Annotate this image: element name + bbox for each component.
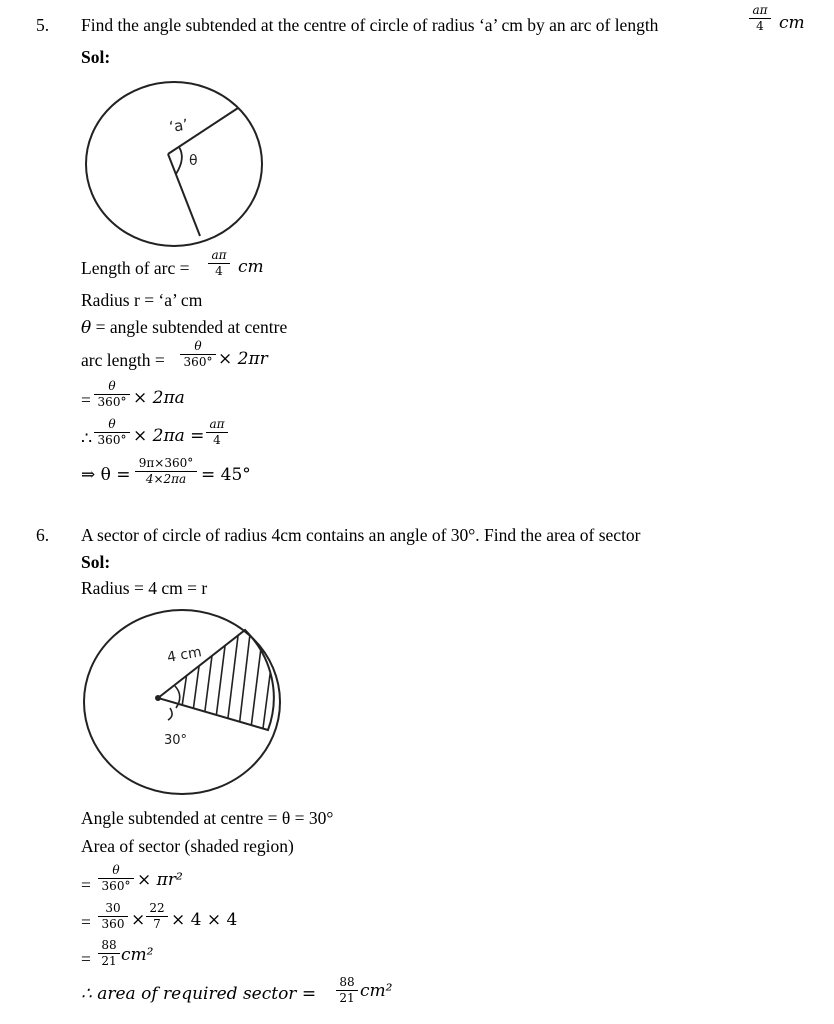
formula-term: × 4 × 4 — [171, 910, 238, 930]
unit: cm² — [360, 981, 393, 1001]
numerator: 30 — [105, 901, 121, 915]
result: = 45° — [201, 465, 251, 485]
equals: = — [81, 949, 91, 969]
numerator: aπ — [211, 248, 227, 262]
conclusion-label: ∴ area of required sector = — [81, 984, 317, 1004]
radius-line-text: Radius = 4 cm = r — [81, 578, 208, 598]
area-label: Area of sector (shaded region) — [81, 836, 294, 856]
numerator: aπ — [209, 417, 225, 431]
denominator: 360° — [101, 879, 131, 893]
angle-line: Angle subtended at centre = θ = 30° — [81, 808, 334, 828]
denominator: 360° — [97, 433, 127, 447]
denominator: 360 — [101, 917, 125, 931]
numerator: θ — [112, 863, 120, 877]
times-symbol: × — [131, 910, 146, 930]
unit: cm — [238, 257, 264, 277]
fraction — [749, 4, 771, 33]
fraction — [98, 902, 128, 931]
fraction — [98, 864, 134, 893]
radius-label: 4 cm — [165, 644, 203, 666]
numerator: θ — [108, 417, 116, 431]
theta-definition — [81, 316, 287, 339]
arc-length-label: Length of arc = — [81, 258, 190, 278]
equals: = — [81, 390, 91, 410]
circle-figure — [78, 76, 278, 256]
equals: = — [81, 912, 91, 932]
fraction — [146, 902, 168, 931]
question-number: 6. — [36, 525, 50, 545]
fraction — [94, 380, 130, 409]
fraction — [135, 457, 197, 486]
denominator: 7 — [153, 917, 161, 931]
fraction — [180, 340, 216, 369]
sector-figure — [80, 604, 290, 804]
formula-label: arc length = — [81, 350, 165, 370]
angle-pointer — [168, 708, 172, 720]
fraction — [206, 418, 228, 447]
question-text: Find the angle subtended at the centre of circle of radius ‘a’ cm by an arc of length — [81, 15, 659, 35]
denominator: 4×2πa — [145, 472, 187, 486]
sol-label: Sol: — [81, 552, 111, 572]
unit: cm² — [121, 945, 154, 965]
denominator: 4 — [215, 264, 223, 278]
question-text: A sector of circle of radius 4cm contains an angle of 30°. Find the area of sector — [81, 525, 641, 545]
denominator: 4 — [213, 433, 221, 447]
angle-arc — [176, 147, 182, 174]
sol-label: Sol: — [81, 47, 111, 67]
denominator: 21 — [339, 991, 355, 1005]
fraction — [208, 249, 230, 278]
angle-label: 30° — [164, 733, 188, 748]
fraction — [336, 976, 358, 1005]
angle-label: θ — [189, 153, 198, 169]
numerator: aπ — [752, 3, 768, 17]
radius-label: ‘a’ — [168, 115, 190, 136]
numerator: 88 — [339, 975, 355, 989]
therefore-symbol: ∴ — [81, 428, 93, 448]
fraction — [94, 418, 130, 447]
unit: cm — [779, 13, 805, 33]
formula-term: × 2πa = — [133, 426, 205, 446]
denominator: 4 — [756, 19, 764, 33]
equals: = — [81, 875, 91, 895]
numerator: 22 — [149, 901, 165, 915]
numerator: 9π×360° — [138, 456, 194, 470]
implies-theta: ⇒ θ = — [81, 465, 131, 485]
numerator: θ — [194, 339, 202, 353]
numerator: θ — [108, 379, 116, 393]
denominator: 360° — [183, 355, 213, 369]
denominator: 360° — [97, 395, 127, 409]
numerator: 88 — [101, 938, 117, 952]
formula-term: × 2πa — [133, 388, 185, 408]
radius-line-text: Radius r = ‘a’ cm — [81, 290, 203, 310]
definition-text: = angle subtended at centre — [91, 317, 288, 337]
centre-point — [155, 695, 161, 701]
formula-term: × πr² — [137, 870, 183, 890]
circle-outline — [86, 82, 262, 246]
denominator: 21 — [101, 954, 117, 968]
theta-symbol: θ — [81, 318, 92, 338]
fraction — [98, 939, 120, 968]
question-number: 5. — [36, 15, 50, 35]
formula-term: × 2πr — [218, 349, 268, 369]
